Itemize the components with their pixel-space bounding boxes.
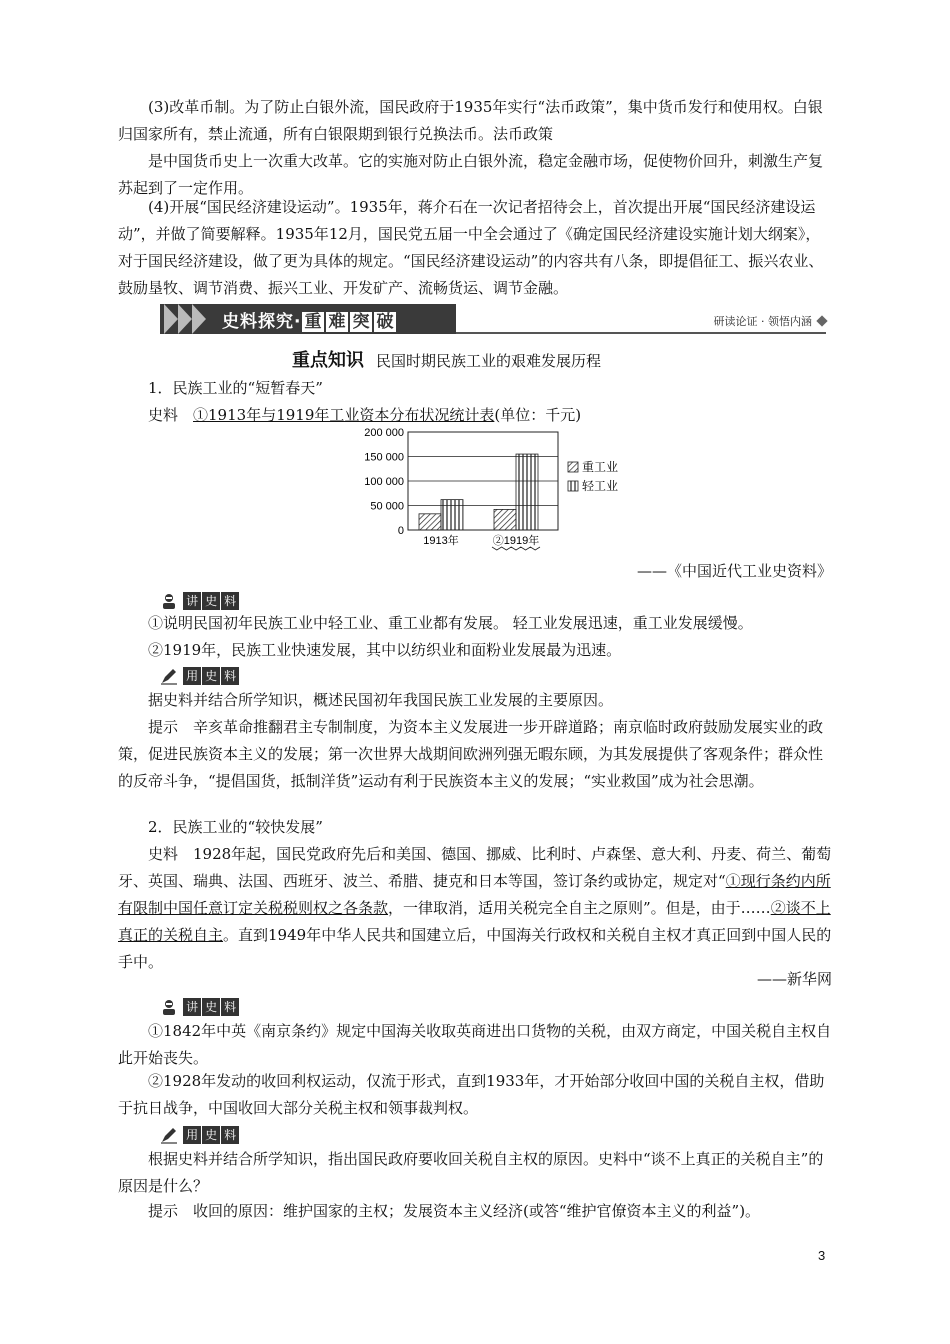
section1-heading: 1．民族工业的“短暂春天” (148, 379, 323, 397)
tag-char: 料 (221, 592, 239, 610)
tag-char: 用 (183, 667, 201, 685)
banner-title-char: 难 (328, 312, 347, 332)
yong1-question: 据史料并结合所学知识，概述民国初年我国民族工业发展的主要原因。 (148, 691, 614, 709)
jiang2-point-1: ①1842年中英《南京条约》规定中国海关收取英商进出口货物的关税，由双方商定，中国关税自主权自此开始丧失。 (118, 1022, 832, 1067)
legend-swatch (568, 481, 578, 491)
banner-bar (160, 304, 456, 334)
legend-label: 重工业 (582, 460, 619, 474)
tag-char: 用 (183, 1126, 201, 1144)
tag-char: 料 (221, 1126, 239, 1144)
pen-icon (160, 1126, 178, 1144)
y-tick-label: 200 000 (364, 427, 404, 439)
reader-icon (160, 998, 178, 1016)
tag-char: 料 (221, 998, 239, 1016)
banner-title-char: 突 (352, 312, 371, 332)
page-number: 3 (818, 1248, 826, 1263)
paragraph-currency-reform: (3)改革币制。为了防止白银外流，国民政府于1935年实行“法币政策”，集中货币发行和使用权。白银归国家所有，禁止流通，所有白银限期到银行兑换法币。法币政策 (118, 98, 823, 143)
section-banner (160, 304, 830, 338)
reader-icon (160, 592, 178, 610)
banner-title-char: 重 (304, 312, 323, 332)
tag-yong-shiliao (160, 665, 240, 685)
bar (441, 500, 463, 530)
tag-char: 史 (202, 998, 220, 1016)
y-tick-label: 0 (397, 525, 404, 537)
x-tick-label: 1913年 (423, 535, 459, 547)
bar (516, 454, 538, 530)
pen-icon (160, 667, 178, 685)
tag-char: 讲 (183, 998, 201, 1016)
legend-label: 轻工业 (582, 479, 619, 493)
tag-yong-shiliao (160, 1124, 240, 1144)
tag-char: 史 (202, 1126, 220, 1144)
material-text: 史料 1928年起，国民党政府先后和美国、德国、挪威、比利时、卢森堡、意大利、丹麦、荷兰、葡萄牙、英国、瑞典、法国、西班牙、波兰、希腊、捷克和日本等国，签订条约或协定，规定对“ (118, 845, 832, 890)
material-text: 。直到1949年中华人民共和国建立后，中国海关行政权和关税自主权才真正回到中国人民的手中。 (118, 926, 832, 971)
chevron-icon (178, 304, 192, 334)
bar (419, 514, 441, 530)
banner-rule (456, 332, 826, 334)
industrial-capital-chart (350, 424, 660, 556)
bar (494, 509, 516, 530)
yong2-answer: 提示 收回的原因：维护国家的主权；发展资本主义经济(或答“维护官僚资本主义的利益”)。 (148, 1202, 761, 1220)
y-tick-label: 100 000 (364, 476, 404, 488)
tag-char: 讲 (183, 592, 201, 610)
y-tick-label: 150 000 (364, 451, 404, 464)
jiang1-point-2: ②1919年，民族工业快速发展，其中以纺织业和面粉业发展最为迅速。 (148, 641, 622, 659)
tag-char: 料 (221, 667, 239, 685)
legend-swatch (568, 462, 578, 472)
material-underlined-2: ②谈不上真正的关税自主 (118, 899, 831, 944)
material-title: ①1913年与1919年工业资本分布状况统计表 (193, 406, 495, 424)
yong2-question: 根据史料并结合所学知识，指出国民政府要收回关税自主权的原因。史料中“谈不上真正的关税自主”的原因是什么？ (118, 1150, 824, 1195)
y-tick-label: 50 000 (370, 500, 404, 513)
jiang1-point-1: ①说明民国初年民族工业中轻工业、重工业都有发展。 轻工业发展迅速，重工业发展缓慢。 (148, 614, 753, 632)
section2-heading: 2．民族工业的“较快发展” (148, 818, 323, 836)
key-label: 重点知识 (292, 350, 364, 371)
chevron-icon (164, 304, 178, 334)
material-lead: 史料 (148, 406, 194, 424)
banner-title (222, 307, 397, 332)
x-tick-label: ②1919年 (492, 535, 540, 547)
yong1-answer: 提示 辛亥革命推翻君主专制制度，为资本主义发展进一步开辟道路；南京临时政府鼓励发展实业的政策，促进民族资本主义的发展；第一次世界大战期间欧洲列强无暇东顾，为其发展提供了客观条件；群众性的反帝斗争，“提倡国货，抵制洋货”运动有利于民族资本主义的发展；“实业救国”成为社会思潮。 (118, 718, 824, 790)
banner-title-char: 破 (376, 312, 395, 332)
tag-jiang-shiliao (160, 590, 240, 610)
key-topic: 民国时期民族工业的艰难发展历程 (376, 352, 602, 370)
source-citation-1: ——《中国近代工业史资料》 (636, 562, 832, 580)
source-citation-2: ——新华网 (756, 970, 832, 988)
jiang2-point-2: ②1928年发动的收回利权运动，仅流于形式，直到1933年，才开始部分收回中国的关税自主权，借助于抗日战争，中国收回大部分关税主权和领事裁判权。 (118, 1072, 825, 1117)
chevron-icon (192, 304, 206, 334)
material-underlined-1: ①现行条约内所有限制中国任意订定关税税则权之各条款 (118, 872, 831, 917)
banner-subtitle: 研读论证 · 领悟内涵 (713, 315, 812, 328)
section2-material (118, 841, 834, 976)
tag-char: 史 (202, 667, 220, 685)
paragraph-currency-effect: 是中国货币史上一次重大改革。它的实施对防止白银外流，稳定金融市场，促使物价回升，刺激生产复苏起到了一定作用。 (118, 152, 824, 197)
banner-title-main: 史料探究· (222, 312, 302, 332)
diamond-icon (816, 315, 827, 326)
material-unit: (单位：千元) (494, 406, 582, 424)
key-knowledge-title (292, 346, 601, 372)
tag-char: 史 (202, 592, 220, 610)
wavy-underline (492, 547, 540, 550)
tag-jiang-shiliao (160, 996, 240, 1016)
paragraph-economic-campaign: (4)开展“国民经济建设运动”。1935年，蒋介石在一次记者招待会上，首次提出开展“国民经济建设运动”，并做了简要解释。1935年12月，国民党五届一中全会通过了《确定国民经济建设实施计划大纲案》，对于国民经济建设，做了更为具体的规定。“国民经济建设运动”的内容共有八条，即提倡征工、振兴农业、鼓励垦牧、调节消费、振兴工业、开发矿产、流畅货运、调节金融。 (118, 198, 824, 297)
material-text: ，一律取消，适用关税完全自主之原则”。但是，由于…… (388, 899, 771, 917)
